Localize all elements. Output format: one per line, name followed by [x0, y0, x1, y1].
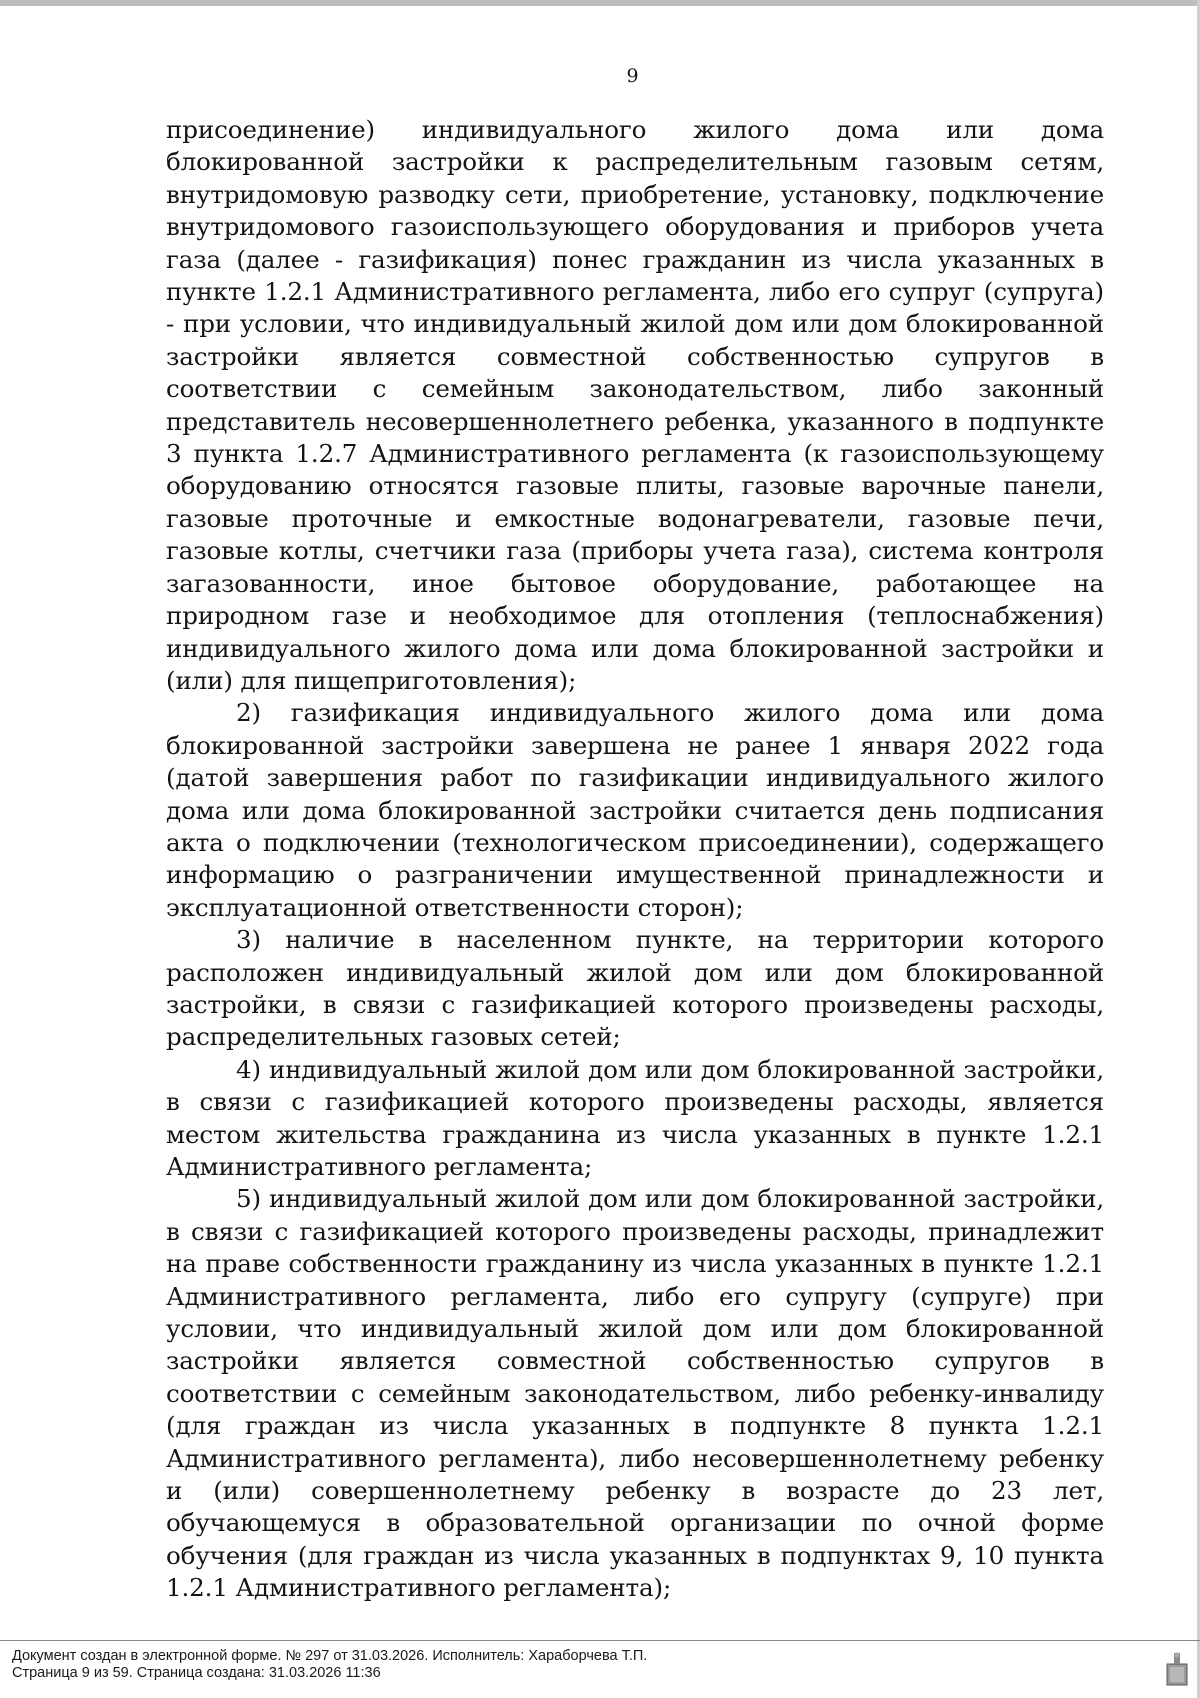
paragraph-item-5: 5) индивидуальный жилой дом или дом блокированной застройки, в связи с газификацией которого произведены расходы, принадлежит на праве собственности гражданину из числа указанных в пункте 1.2.1 Административного регламента, либо его супругу (супруге) при условии, что индивидуальный жилой дом или дом блокированной застройки является совместной собственностью супругов в соответствии с семейным законодательством, либо ребенку-инвалиду (для граждан из числа указанных в подпункте 8 пункта 1.2.1 Административного регламента), либо несовершеннолетнему ребенку и (или) совершеннолетнему ребенку в возрасте до 23 лет, обучающемуся в образовательной организации по очной форме обучения (для граждан из числа указанных в подпунктах 9, 10 пункта 1.2.1 Административного регламента); — [166, 1184, 1104, 1603]
footer — [12, 1648, 1112, 1682]
paragraph-item-4: 4) индивидуальный жилой дом или дом блокированной застройки, в связи с газификацией которого произведены расходы, является местом жительства гражданина из числа указанных в пункте 1.2.1 Административного регламента; — [166, 1054, 1104, 1181]
paragraph-item-3: 3) наличие в населенном пункте, на территории которого расположен индивидуальный жилой дом или дом блокированной застройки, в связи с газификацией которого произведены расходы, распределительных газовых сетей; — [166, 925, 1104, 1052]
scan-top-edge — [0, 0, 1200, 6]
footer-page-info: Страница 9 из 59. Страница создана: 31.03.2026 11:36 — [12, 1665, 381, 1681]
document-stamp-icon — [1165, 1652, 1189, 1686]
page-number: 9 — [626, 65, 639, 87]
footer-divider — [0, 1640, 1200, 1641]
paragraph-item-2: 2) газификация индивидуального жилого дома или дома блокированной застройки завершена не ранее 1 января 2022 года (датой завершения работ по газификации индивидуального жилого дома или дома блокированной застройки считается день подписания акта о подключении (технологическом присоединении), содержащего информацию о разграничении имущественной принадлежности и эксплуатационной ответственности сторон); — [166, 698, 1104, 922]
document-body — [166, 114, 1104, 1605]
footer-document-info: Документ создан в электронной форме. № 297 от 31.03.2026. Исполнитель: Хараборчева Т.П. — [12, 1648, 648, 1664]
paragraph-continuation: присоединение) индивидуального жилого дома или дома блокированной застройки к распределительным газовым сетям, внутридомовую разводку сети, приобретение, установку, подключение внутридомового газоиспользующего оборудования и приборов учета газа (далее - газификация) понес гражданин из числа указанных в пункте 1.2.1 Административного регламента, либо его супруг (супруга) - при условии, что индивидуальный жилой дом или дом блокированной застройки является совместной собственностью супругов в соответствии с семейным законодательством, либо законный представитель несовершеннолетнего ребенка, указанного в подпункте 3 пункта 1.2.7 Административного регламента (к газоиспользующему оборудованию относятся газовые плиты, газовые варочные панели, газовые проточные и емкостные водонагреватели, газовые печи, газовые котлы, счетчики газа (приборы учета газа), система контроля загазованности, иное бытовое оборудование, работающее на природном газе и необходимое для отопления (теплоснабжения) индивидуального жилого дома или дома блокированной застройки и (или) для пищеприготовления); — [166, 115, 1104, 695]
